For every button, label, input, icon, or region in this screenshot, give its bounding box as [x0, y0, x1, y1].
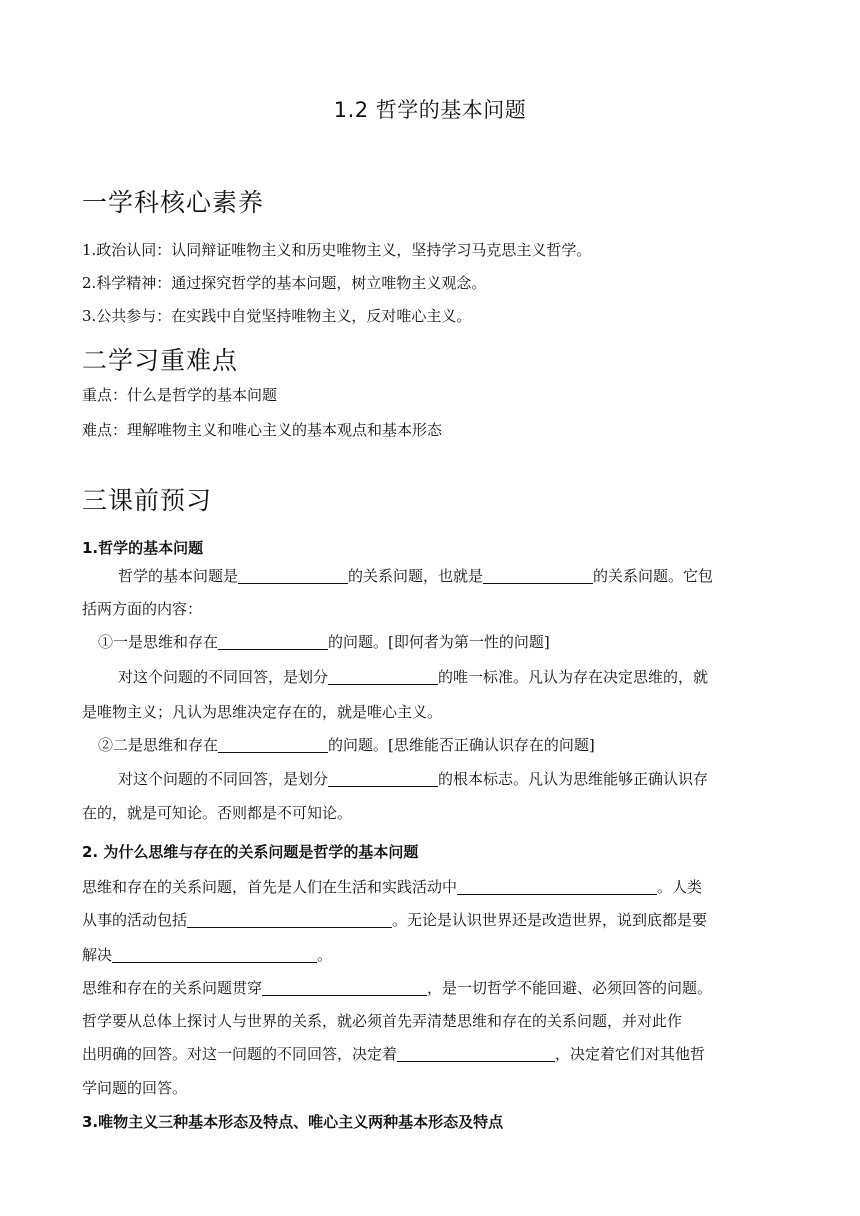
text: ①一是思维和存在	[98, 633, 219, 651]
page-title: 1.2 哲学的基本问题	[333, 98, 527, 122]
fill-blank[interactable]	[328, 771, 438, 787]
text: 思维和存在的关系问题，首先是人们在生活和实践活动中	[82, 878, 458, 896]
question-1-title: 1.哲学的基本问题	[82, 539, 204, 557]
q1-line-7	[118, 769, 778, 789]
q1-line-8: 在的，就是可知论。否则都是不可知论。	[82, 804, 353, 822]
fill-blank[interactable]	[262, 980, 427, 996]
text: 的问题。[思维能否正确认识存在的问题]	[328, 736, 595, 754]
q2-line-6	[82, 1044, 778, 1064]
section-heading-preview: 三课前预习	[82, 486, 213, 515]
fill-blank[interactable]	[112, 947, 317, 963]
text: 解决	[82, 946, 113, 964]
literacy-item-1: 1.政治认同：认同辩证唯物主义和历史唯物主义，坚持学习马克思主义哲学。	[82, 241, 592, 259]
text: 。	[317, 946, 333, 964]
text: 的根本标志。凡认为思维能够正确认识存	[438, 770, 709, 788]
text: 的关系问题，也就是	[348, 567, 484, 585]
q1-line-6	[98, 735, 778, 755]
key-point: 重点：什么是哲学的基本问题	[82, 386, 278, 404]
text: 对这个问题的不同回答，是划分	[118, 770, 329, 788]
question-3-title: 3.唯物主义三种基本形态及特点、唯心主义两种基本形态及特点	[82, 1113, 504, 1131]
fill-blank[interactable]	[457, 879, 657, 895]
text: 的关系问题。它包	[593, 567, 714, 585]
q2-line-5: 哲学要从总体上探讨人与世界的关系，就必须首先弄清楚思维和存在的关系问题，并对此作	[82, 1012, 683, 1030]
fill-blank[interactable]	[483, 568, 593, 584]
literacy-item-2: 2.科学精神：通过探究哲学的基本问题，树立唯物主义观念。	[82, 274, 487, 292]
q1-line-4	[118, 667, 778, 687]
question-2-title: 2. 为什么思维与存在的关系问题是哲学的基本问题	[82, 843, 419, 861]
text: 出明确的回答。对这一问题的不同回答，决定着	[82, 1045, 398, 1063]
text: 从事的活动包括	[82, 911, 188, 929]
text: 的唯一标准。凡认为存在决定思维的，就	[438, 668, 709, 686]
q2-line-4	[82, 978, 778, 998]
text: 。无论是认识世界还是改造世界，说到底都是要	[392, 911, 708, 929]
fill-blank[interactable]	[187, 912, 392, 928]
text: 对这个问题的不同回答，是划分	[118, 668, 329, 686]
q1-line-3	[98, 632, 778, 652]
section-heading-core-literacy: 一学科核心素养	[82, 188, 265, 217]
literacy-item-3: 3.公共参与：在实践中自觉坚持唯物主义，反对唯心主义。	[82, 307, 472, 325]
q2-line-2	[82, 910, 778, 930]
text: ，决定着它们对其他哲	[555, 1045, 706, 1063]
difficult-point: 难点：理解唯物主义和唯心主义的基本观点和基本形态	[82, 421, 443, 439]
fill-blank[interactable]	[218, 737, 328, 753]
fill-blank[interactable]	[238, 568, 348, 584]
fill-blank[interactable]	[397, 1046, 555, 1062]
q2-line-3	[82, 945, 778, 965]
text: 思维和存在的关系问题贯穿	[82, 979, 263, 997]
q1-line-1	[118, 566, 778, 586]
q2-line-1	[82, 877, 778, 897]
q2-line-7: 学问题的回答。	[82, 1079, 188, 1097]
text: 哲学的基本问题是	[118, 567, 239, 585]
text: ，是一切哲学不能回避、必须回答的问题。	[427, 979, 713, 997]
fill-blank[interactable]	[328, 669, 438, 685]
text: 的问题。[即何者为第一性的问题]	[328, 633, 550, 651]
q1-line-5: 是唯物主义；凡认为思维决定存在的，就是唯心主义。	[82, 703, 443, 721]
section-heading-key-points: 二学习重难点	[82, 346, 239, 375]
q1-line-2: 括两方面的内容：	[82, 600, 203, 618]
text: ②二是思维和存在	[98, 736, 219, 754]
fill-blank[interactable]	[218, 634, 328, 650]
text: 。人类	[657, 878, 703, 896]
